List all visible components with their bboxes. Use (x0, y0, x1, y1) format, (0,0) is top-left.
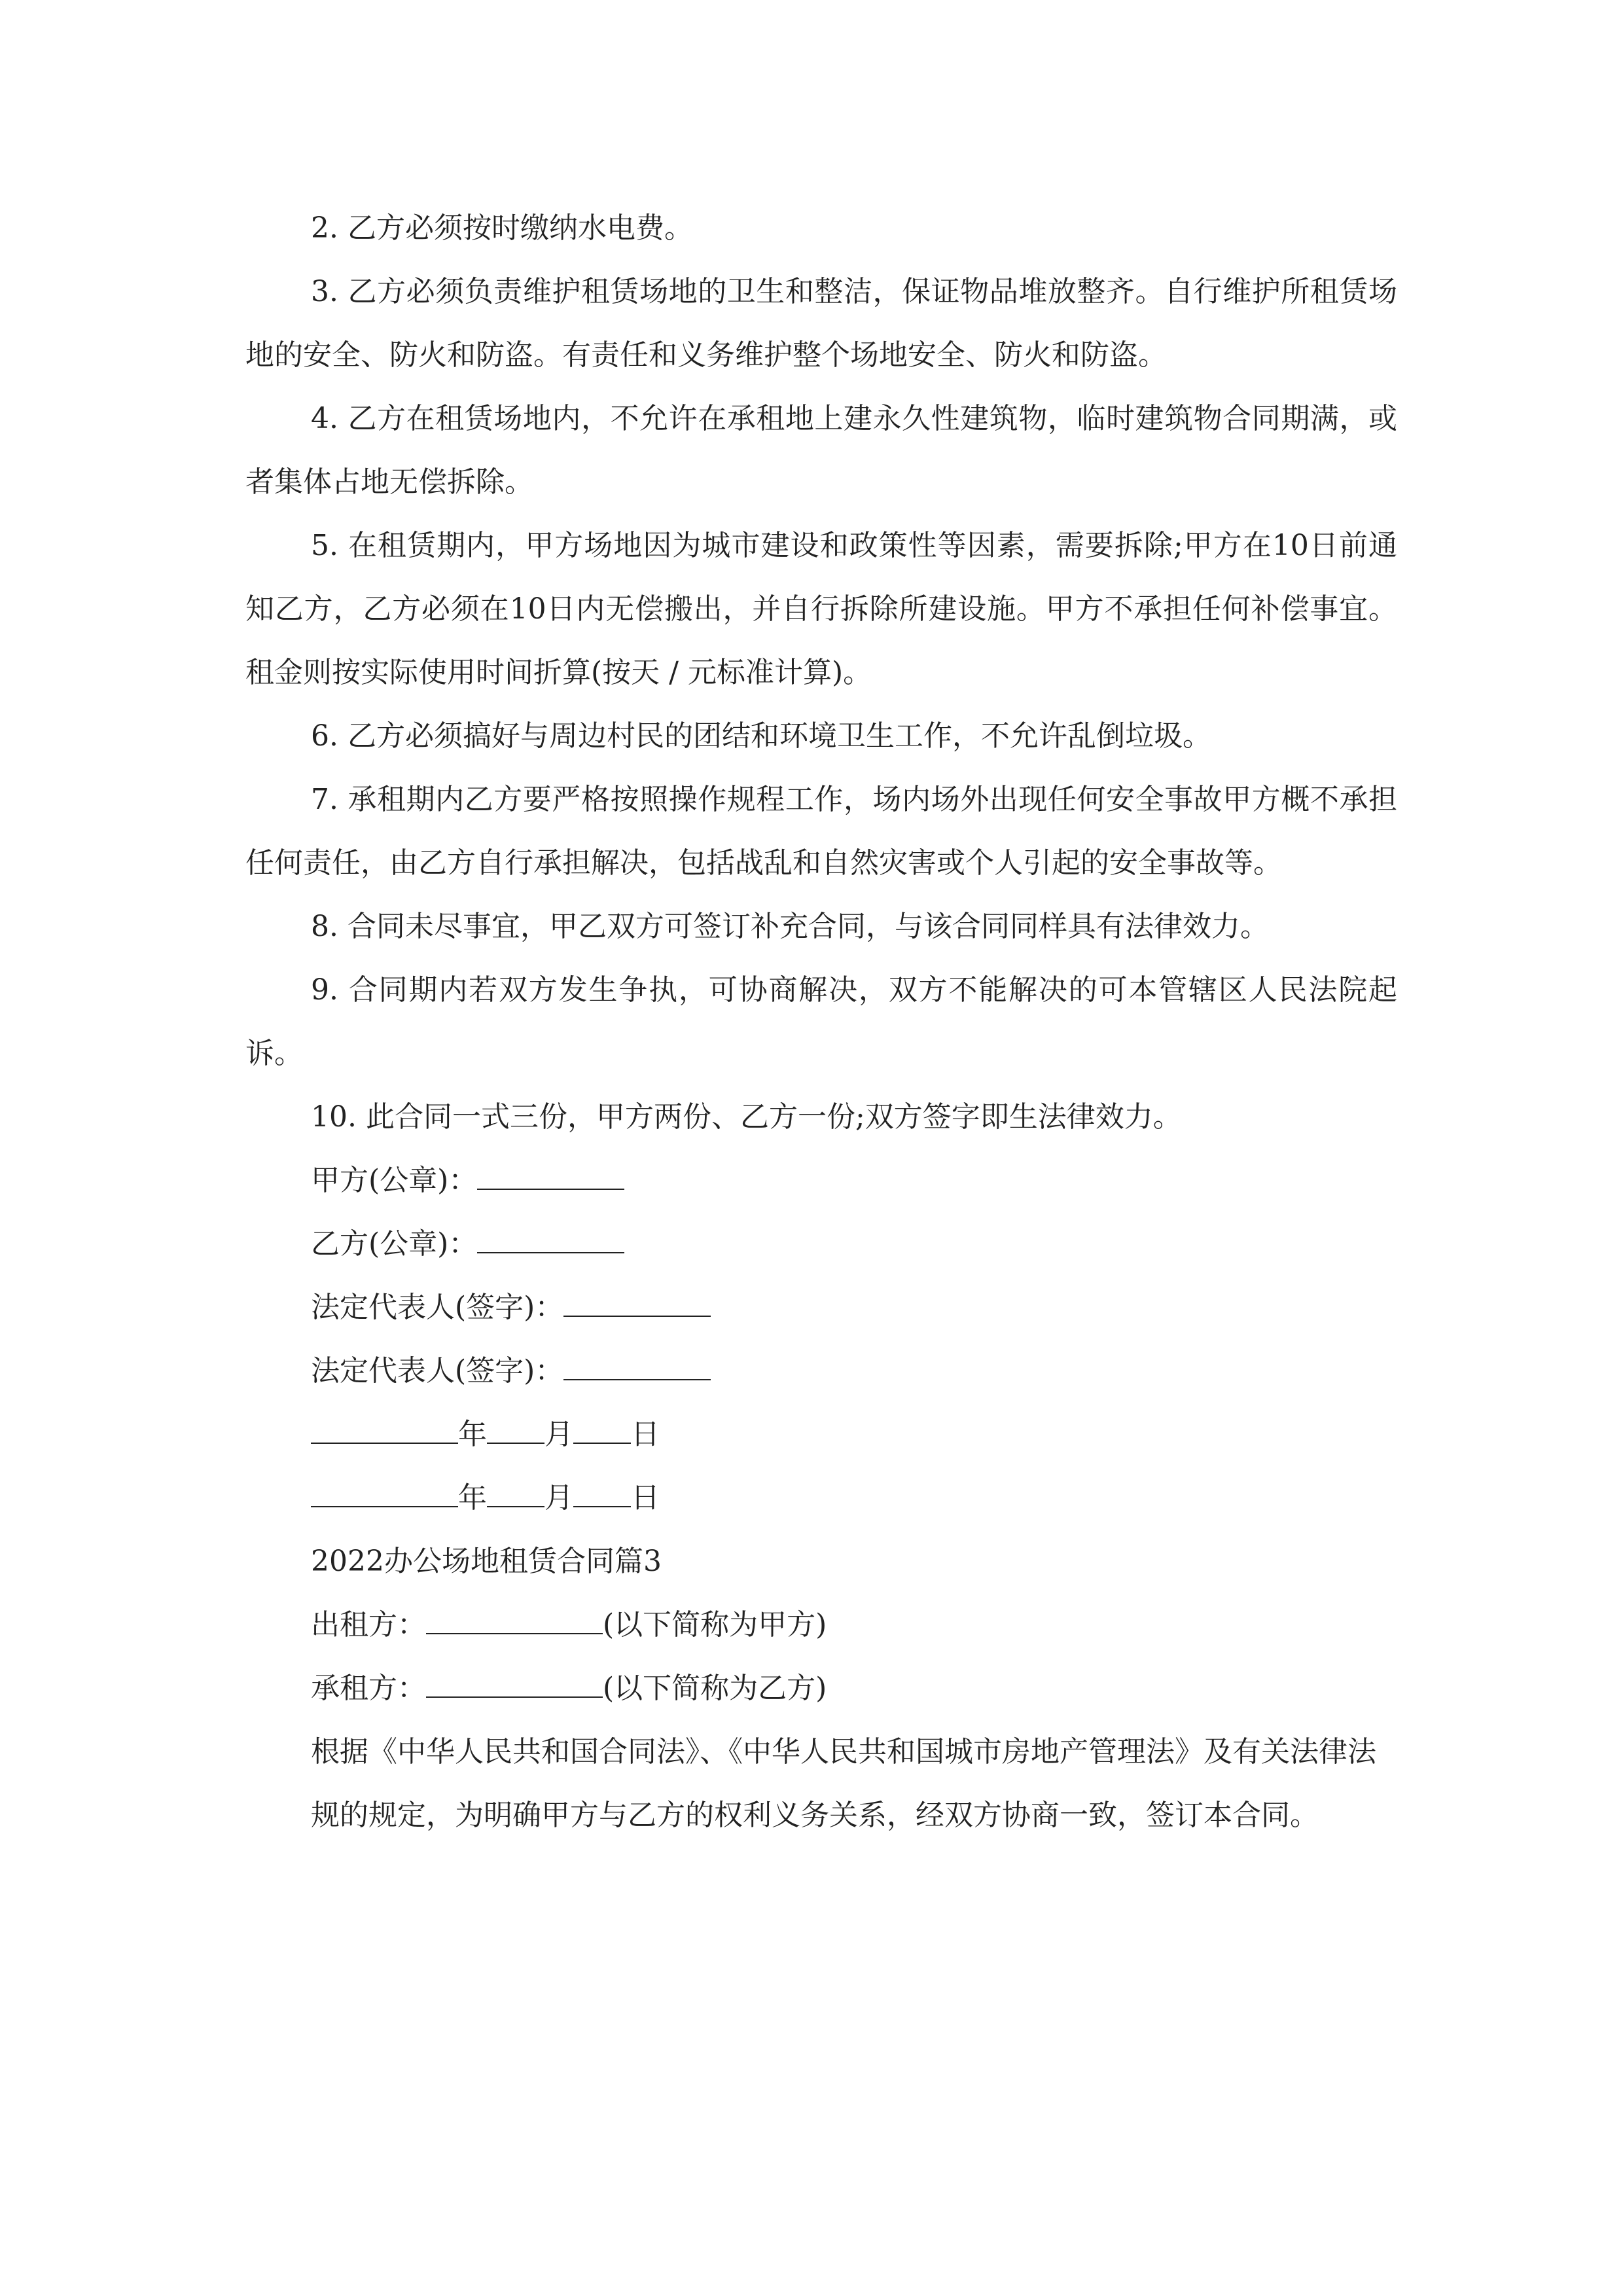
date-a-year-blank[interactable] (311, 1416, 458, 1444)
lessee-blank[interactable] (426, 1670, 603, 1698)
date-a-day-blank[interactable] (573, 1416, 631, 1444)
rep-a-signature-blank[interactable] (563, 1289, 711, 1317)
party-a-seal-blank[interactable] (477, 1162, 624, 1190)
rep-b-signature-blank[interactable] (563, 1353, 711, 1380)
legal-basis-paragraph-1: 根据《中华人民共和国合同法》、《中华人民共和国城市房地产管理法》及有关法律法 (311, 1735, 1376, 1768)
lessee-label: 承租方： (311, 1672, 426, 1705)
date-a-day-label: 日 (631, 1418, 660, 1451)
date-b-day-label: 日 (631, 1481, 660, 1515)
clause-4: 4. 乙方在租赁场地内，不允许在承租地上建永久性建筑物，临时建筑物合同期满，或者集体占地无偿拆除。 (245, 402, 1397, 499)
section-title: 2022办公场地租赁合同篇3 (311, 1545, 662, 1578)
party-a-seal-label: 甲方(公章)： (311, 1164, 478, 1197)
date-a-year-label: 年 (458, 1418, 487, 1451)
rep-b-signature-line (245, 1339, 1397, 1403)
party-b-seal-label: 乙方(公章)： (311, 1227, 478, 1261)
party-a-seal-line (245, 1149, 1397, 1212)
date-b-month-label: 月 (544, 1481, 573, 1515)
clause-5: 5. 在租赁期内，甲方场地因为城市建设和政策性等因素，需要拆除;甲方在10日前通知乙方，乙方必须在10日内无偿搬出，并自行拆除所建设施。甲方不承担任何补偿事宜。租金则按实际使用时间折算(按天 / 元标准计算)。 (245, 529, 1397, 689)
date-line-a (245, 1403, 1397, 1466)
clause-8: 8. 合同未尽事宜，甲乙双方可签订补充合同，与该合同同样具有法律效力。 (311, 910, 1269, 943)
date-b-month-blank[interactable] (487, 1480, 544, 1507)
date-b-year-label: 年 (458, 1481, 487, 1515)
legal-basis-paragraph-2: 规的规定，为明确甲方与乙方的权利义务关系，经双方协商一致，签订本合同。 (311, 1799, 1319, 1832)
rep-b-signature-label: 法定代表人(签字)： (311, 1354, 564, 1388)
lessor-line (245, 1593, 1397, 1657)
lessor-label: 出租方： (311, 1608, 426, 1641)
rep-a-signature-line (245, 1276, 1397, 1339)
lessor-blank[interactable] (426, 1607, 603, 1634)
lessor-note: (以下简称为甲方) (603, 1608, 827, 1641)
date-a-month-blank[interactable] (487, 1416, 544, 1444)
clause-10: 10. 此合同一式三份，甲方两份、乙方一份;双方签字即生法律效力。 (311, 1100, 1182, 1134)
date-b-day-blank[interactable] (573, 1480, 631, 1507)
clause-6: 6. 乙方必须搞好与周边村民的团结和环境卫生工作，不允许乱倒垃圾。 (311, 719, 1211, 753)
rep-a-signature-label: 法定代表人(签字)： (311, 1291, 564, 1324)
contract-body (245, 196, 1397, 1847)
date-b-year-blank[interactable] (311, 1480, 458, 1507)
clause-7: 7. 承租期内乙方要严格按照操作规程工作，场内场外出现任何安全事故甲方概不承担任何责任，由乙方自行承担解决，包括战乱和自然灾害或个人引起的安全事故等。 (245, 783, 1397, 880)
party-b-seal-blank[interactable] (477, 1226, 624, 1253)
party-b-seal-line (245, 1212, 1397, 1276)
clause-3: 3. 乙方必须负责维护租赁场地的卫生和整洁，保证物品堆放整齐。自行维护所租赁场地的安全、防火和防盗。有责任和义务维护整个场地安全、防火和防盗。 (245, 275, 1397, 372)
clause-2: 2. 乙方必须按时缴纳水电费。 (311, 211, 693, 245)
date-line-b (245, 1466, 1397, 1530)
lessee-line (245, 1657, 1397, 1720)
lessee-note: (以下简称为乙方) (603, 1672, 827, 1705)
date-a-month-label: 月 (544, 1418, 573, 1451)
clause-9: 9. 合同期内若双方发生争执，可协商解决，双方不能解决的可本管辖区人民法院起诉。 (245, 973, 1397, 1070)
